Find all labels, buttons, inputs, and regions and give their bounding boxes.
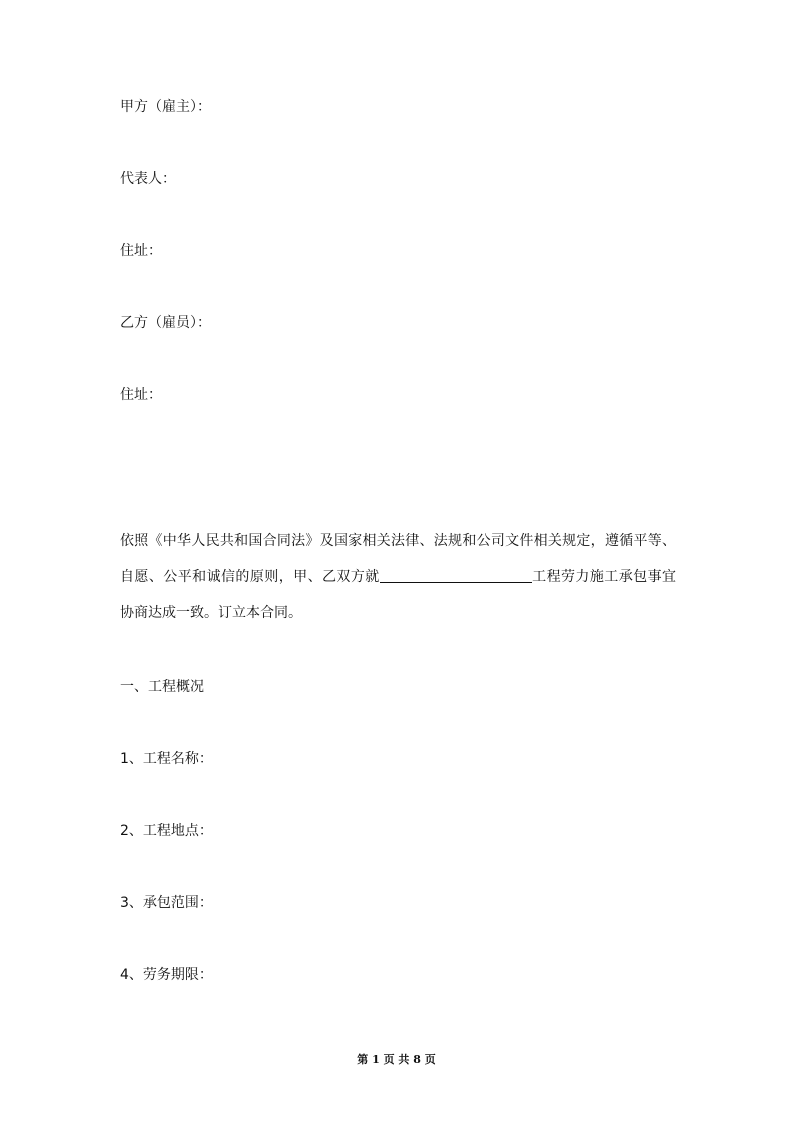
- address-b-label: 住址：: [120, 387, 162, 403]
- labor-period-field: 4、劳务期限：: [120, 967, 213, 983]
- representative-label: 代表人：: [120, 171, 176, 187]
- project-name-blank: [380, 568, 532, 583]
- page-number-footer: 第 1 页 共 8 页: [357, 1053, 436, 1066]
- preamble-text-1: 依照《中华人民共和国合同法》及国家相关法律、法规和公司文件相关规定，遵循平等、自愿、公平和诚信的原则，甲、乙双方就: [120, 533, 676, 585]
- party-a-label: 甲方（雇主）：: [120, 99, 211, 115]
- party-b-label: 乙方（雇员）：: [120, 315, 211, 331]
- preamble-paragraph: [120, 523, 676, 631]
- contract-scope-field: 3、承包范围：: [120, 895, 213, 911]
- project-location-field: 2、工程地点：: [120, 823, 213, 839]
- address-a-label: 住址：: [120, 243, 162, 259]
- preamble-text-2: 工程劳力施工承包事宜协商达成一致。订立本合同。: [120, 569, 677, 621]
- project-name-field: 1、工程名称：: [120, 751, 213, 767]
- section-title: 一、工程概况: [120, 679, 204, 695]
